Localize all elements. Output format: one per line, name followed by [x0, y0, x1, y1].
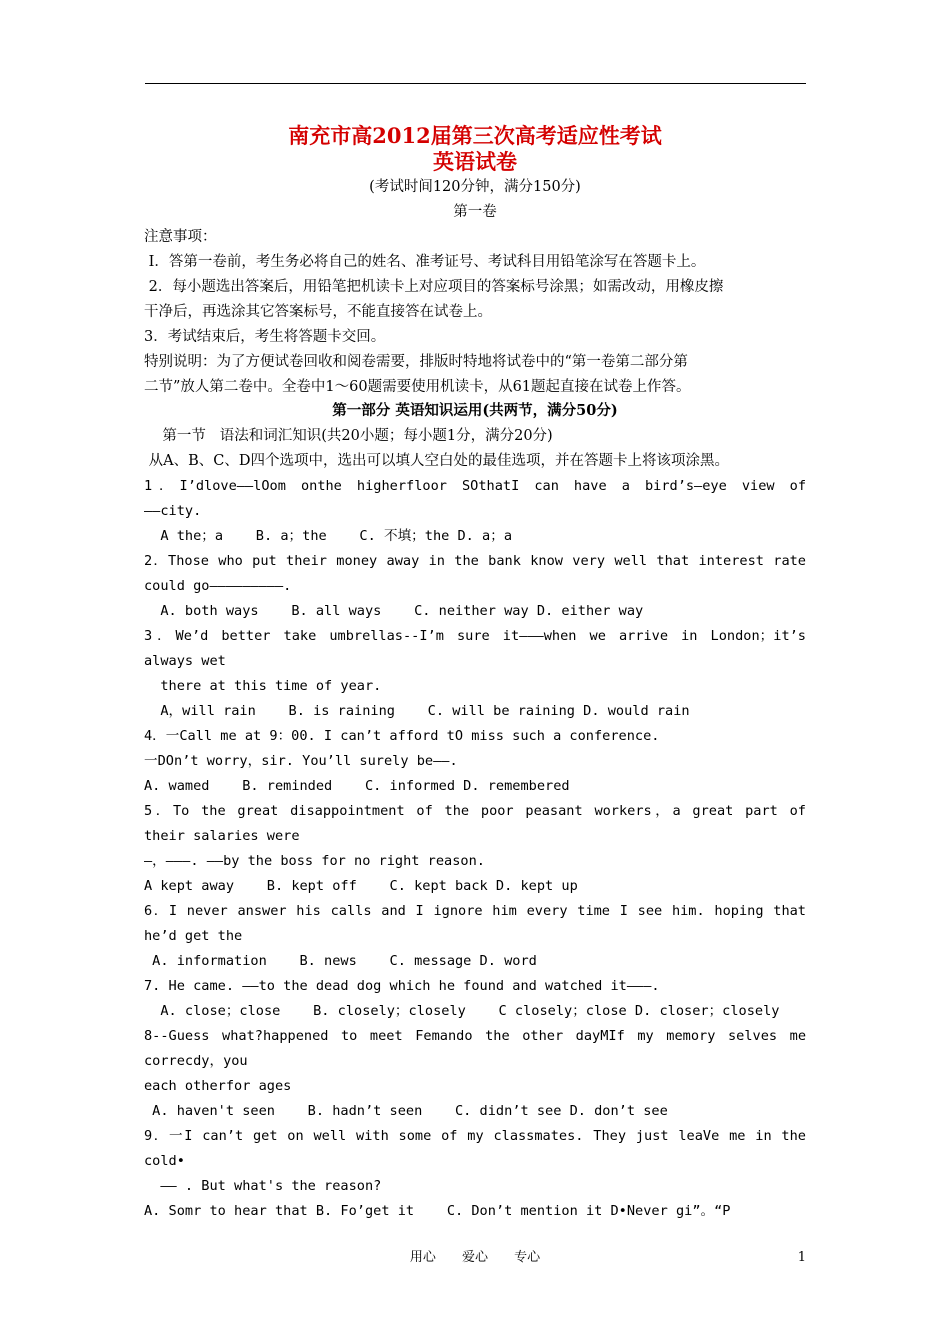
question-line: their salaries were: [144, 828, 300, 844]
exam-info: (考试时间120分钟，满分150分): [369, 179, 581, 195]
question-line: A. information B. news C. message D. word: [144, 953, 537, 969]
question-line: 8--Guess what?happened to meet Femando the other dayMIf my memory selves me: [144, 1028, 806, 1044]
note-line: 2．每小题选出答案后，用铅笔把机读卡上对应项目的答案标号涂黑；如需改动，用橡皮擦: [144, 279, 724, 295]
header-rule: [145, 83, 806, 84]
question-line: —— . But what's the reason?: [144, 1178, 382, 1194]
note-line: 二节”放人第二卷中。全卷中1～60题需要使用机读卡，从61题起直接在试卷上作答。: [144, 379, 691, 395]
question-line: 3．We’d better take umbrellas--I’m sure it———when we arrive in London；it’s: [144, 628, 806, 644]
question-line: A. haven't seen B. hadn’t seen C. didn’t see D. don’t see: [144, 1103, 668, 1119]
question-line: there at this time of year.: [144, 678, 382, 694]
question-line: cold•: [144, 1153, 185, 1169]
question-line: A. both ways B. all ways C. neither way D. either way: [144, 603, 644, 619]
subject-title: 英语试卷: [433, 149, 517, 174]
question-line: A. close；close B. closely；closely C closely；close D. closer；closely: [144, 1003, 780, 1019]
question-line: could go—————————.: [144, 578, 292, 594]
question-line: 一DOn’t worry，sir. You’ll surely be——.: [144, 753, 458, 769]
notes-heading: 注意事项：: [144, 229, 217, 245]
volume-label: 第一卷: [453, 204, 497, 220]
page-number: 1: [797, 1250, 806, 1265]
question-line: correcdy，you: [144, 1053, 248, 1069]
section-instruction: 从A、B、C、D四个选项中，选出可以填人空白处的最佳选项，并在答题卡上将该项涂黑。: [144, 453, 729, 469]
question-line: A kept away B. kept off C. kept back D. kept up: [144, 878, 578, 894]
question-line: ——city.: [144, 503, 202, 519]
question-line: A. wamed B. reminded C. informed D. remembered: [144, 778, 570, 794]
question-line: A the；a B. a；the C. 不填；the D. a；a: [144, 528, 513, 544]
question-line: each otherfor ages: [144, 1078, 292, 1094]
part-heading: 第一部分 英语知识运用(共两节，满分50分): [332, 402, 618, 419]
question-line: 2．Those who put their money away in the bank know very well that interest rate: [144, 553, 806, 569]
page-footer: [0, 1249, 950, 1267]
question-line: 5．To the great disappointment of the poor peasant workers，a great part of: [144, 803, 806, 819]
question-line: 7. He came. ——to the dead dog which he found and watched it———.: [144, 978, 660, 994]
note-line: 干净后，再选涂其它答案标号，不能直接答在试卷上。: [144, 304, 492, 320]
question-line: A. Somr to hear that B. Fo’get it C. Don’t mention it D•Never gi”。“P: [144, 1203, 731, 1219]
note-line: 3．考试结束后，考生将答题卡交回。: [144, 329, 386, 345]
footer-item: 专心: [514, 1250, 541, 1265]
question-line: 1．I’dlove——lOom onthe higherfloor SOthatI can have a bird’s—eye view of: [144, 478, 806, 494]
question-line: 4．一Call me at 9：00. I can’t afford tO miss such a conference.: [144, 728, 660, 744]
note-line: I．答第一卷前，考生务必将自己的姓名、准考证号、考试科目用铅笔涂写在答题卡上。: [144, 254, 706, 270]
question-line: 6．I never answer his calls and I ignore him every time I see him. hoping that: [144, 903, 806, 919]
question-line: always wet: [144, 653, 226, 669]
footer-item: 爱心: [461, 1250, 488, 1265]
section-heading: 第一节 语法和词汇知识(共20小题；每小题1分，满分20分): [144, 428, 553, 444]
footer-item: 用心: [409, 1250, 436, 1265]
note-line: 特别说明：为了方便试卷回收和阅卷需要，排版时特地将试卷中的“第一卷第二部分第: [144, 354, 688, 370]
question-line: —，———. ——by the boss for no right reason.: [144, 853, 485, 869]
question-line: A，will rain B. is raining C. will be raining D. would rain: [144, 703, 690, 719]
question-line: he’d get the: [144, 928, 243, 944]
question-line: 9．一I can’t get on well with some of my classmates. They just leaVe me in the: [144, 1128, 806, 1144]
exam-title: 南充市高2012届第三次高考适应性考试: [288, 123, 662, 148]
